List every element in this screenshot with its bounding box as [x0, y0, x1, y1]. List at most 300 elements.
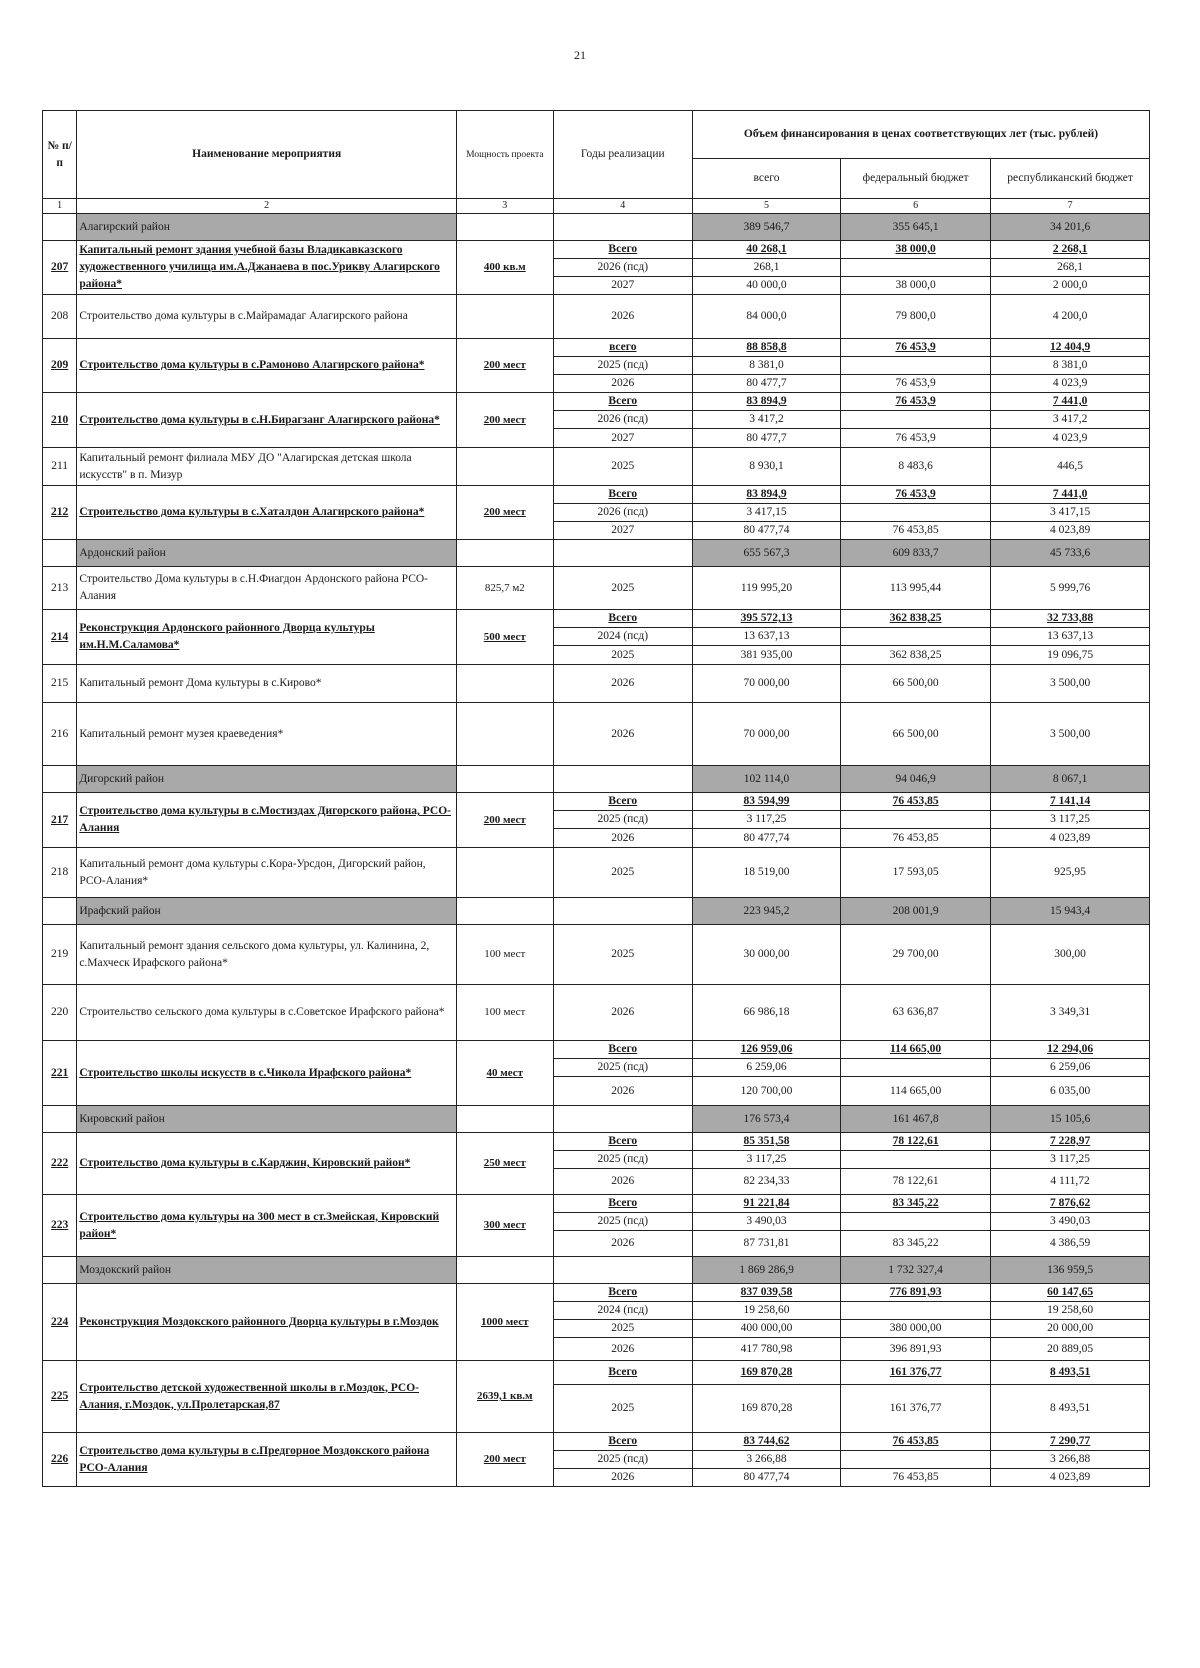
region-total: 176 573,4 — [693, 1106, 841, 1133]
item-capacity: 400 кв.м — [457, 241, 554, 295]
region-num-empty — [43, 766, 77, 793]
year-cell: 2025 — [553, 848, 692, 898]
region-total: 102 114,0 — [693, 766, 841, 793]
region-capacity-empty — [457, 540, 554, 567]
total-value: 3 490,03 — [693, 1213, 841, 1231]
header-federal: федеральный бюджет — [841, 159, 991, 199]
federal-value — [841, 504, 991, 522]
region-federal: 355 645,1 — [841, 214, 991, 241]
total-value: 40 000,0 — [693, 277, 841, 295]
region-year-empty — [553, 214, 692, 241]
republic-value: 4 111,72 — [991, 1169, 1150, 1195]
item-capacity: 825,7 м2 — [457, 567, 554, 610]
total-value: 381 935,00 — [693, 646, 841, 665]
table-body — [43, 214, 1150, 1487]
year-cell: Всего — [553, 1133, 692, 1151]
total-value: 88 858,8 — [693, 339, 841, 357]
year-cell: Всего — [553, 241, 692, 259]
region-year-empty — [553, 898, 692, 925]
item-name: Реконструкция Моздокского районного Дворца культуры в г.Моздок — [77, 1284, 457, 1361]
total-value: 19 258,60 — [693, 1302, 841, 1320]
republic-value: 60 147,65 — [991, 1284, 1150, 1302]
item-capacity: 100 мест — [457, 925, 554, 985]
region-total: 655 567,3 — [693, 540, 841, 567]
item-name: Строительство дома культуры в с.Н.Бирагзанг Алагирского района* — [77, 393, 457, 448]
total-value: 3 117,25 — [693, 1151, 841, 1169]
republic-value: 3 417,2 — [991, 411, 1150, 429]
item-number: 219 — [43, 925, 77, 985]
item-number: 217 — [43, 793, 77, 848]
republic-value: 7 441,0 — [991, 486, 1150, 504]
region-year-empty — [553, 1257, 692, 1284]
republic-value: 32 733,88 — [991, 610, 1150, 628]
header-num: № п/п — [43, 111, 77, 199]
funding-table — [42, 110, 1150, 1487]
republic-value: 7 141,14 — [991, 793, 1150, 811]
item-number: 226 — [43, 1433, 77, 1487]
item-number: 207 — [43, 241, 77, 295]
table-row — [43, 393, 1150, 411]
republic-value: 3 500,00 — [991, 703, 1150, 766]
total-value: 83 744,62 — [693, 1433, 841, 1451]
federal-value: 161 376,77 — [841, 1361, 991, 1385]
table-row — [43, 985, 1150, 1041]
region-row — [43, 540, 1150, 567]
region-row — [43, 898, 1150, 925]
item-capacity: 300 мест — [457, 1195, 554, 1257]
header-total: всего — [693, 159, 841, 199]
federal-value: 776 891,93 — [841, 1284, 991, 1302]
year-cell: Всего — [553, 1433, 692, 1451]
year-cell: 2026 — [553, 1231, 692, 1257]
region-row — [43, 1106, 1150, 1133]
republic-value: 7 876,62 — [991, 1195, 1150, 1213]
item-capacity: 1000 мест — [457, 1284, 554, 1361]
region-total: 1 869 286,9 — [693, 1257, 841, 1284]
year-cell: 2025 (псд) — [553, 1451, 692, 1469]
year-cell: Всего — [553, 1195, 692, 1213]
region-year-empty — [553, 766, 692, 793]
year-cell: 2026 (псд) — [553, 259, 692, 277]
region-name: Ирафский район — [77, 898, 457, 925]
republic-value: 7 290,77 — [991, 1433, 1150, 1451]
federal-value: 8 483,6 — [841, 448, 991, 486]
republic-value: 7 228,97 — [991, 1133, 1150, 1151]
region-republic: 45 733,6 — [991, 540, 1150, 567]
item-name: Капитальный ремонт Дома культуры в с.Кирово* — [77, 665, 457, 703]
column-number: 6 — [841, 199, 991, 214]
federal-value: 114 665,00 — [841, 1077, 991, 1106]
federal-value: 76 453,9 — [841, 429, 991, 448]
item-number: 224 — [43, 1284, 77, 1361]
table-row — [43, 1284, 1150, 1302]
federal-value — [841, 1151, 991, 1169]
year-cell: Всего — [553, 393, 692, 411]
item-name: Строительство дома культуры в с.Майрамадаг Алагирского района — [77, 295, 457, 339]
federal-value: 76 453,9 — [841, 375, 991, 393]
republic-value: 20 889,05 — [991, 1338, 1150, 1361]
region-year-empty — [553, 1106, 692, 1133]
federal-value: 76 453,85 — [841, 829, 991, 848]
total-value: 3 266,88 — [693, 1451, 841, 1469]
federal-value — [841, 259, 991, 277]
federal-value: 396 891,93 — [841, 1338, 991, 1361]
republic-value: 4 023,89 — [991, 829, 1150, 848]
region-republic: 136 959,5 — [991, 1257, 1150, 1284]
federal-value — [841, 811, 991, 829]
republic-value: 446,5 — [991, 448, 1150, 486]
table-row — [43, 241, 1150, 259]
total-value: 400 000,00 — [693, 1320, 841, 1338]
republic-value: 3 490,03 — [991, 1213, 1150, 1231]
federal-value: 114 665,00 — [841, 1041, 991, 1059]
total-value: 3 417,15 — [693, 504, 841, 522]
region-row — [43, 1257, 1150, 1284]
region-num-empty — [43, 540, 77, 567]
total-value: 80 477,7 — [693, 429, 841, 448]
republic-value: 5 999,76 — [991, 567, 1150, 610]
table-row — [43, 665, 1150, 703]
total-value: 169 870,28 — [693, 1361, 841, 1385]
column-number: 7 — [991, 199, 1150, 214]
year-cell: 2025 — [553, 1320, 692, 1338]
total-value: 85 351,58 — [693, 1133, 841, 1151]
year-cell: 2025 — [553, 646, 692, 665]
item-number: 215 — [43, 665, 77, 703]
republic-value: 268,1 — [991, 259, 1150, 277]
republic-value: 19 258,60 — [991, 1302, 1150, 1320]
year-cell: 2025 — [553, 448, 692, 486]
total-value: 119 995,20 — [693, 567, 841, 610]
header-republic: республиканский бюджет — [991, 159, 1150, 199]
item-capacity: 100 мест — [457, 985, 554, 1041]
region-capacity-empty — [457, 898, 554, 925]
year-cell: 2025 (псд) — [553, 811, 692, 829]
region-capacity-empty — [457, 1106, 554, 1133]
total-value: 18 519,00 — [693, 848, 841, 898]
year-cell: 2026 — [553, 665, 692, 703]
total-value: 30 000,00 — [693, 925, 841, 985]
federal-value: 76 453,85 — [841, 793, 991, 811]
year-cell: 2025 (псд) — [553, 357, 692, 375]
header-years: Годы реализации — [553, 111, 692, 199]
year-cell: 2026 — [553, 295, 692, 339]
region-name: Моздокский район — [77, 1257, 457, 1284]
federal-value — [841, 1059, 991, 1077]
federal-value: 78 122,61 — [841, 1169, 991, 1195]
table-row — [43, 295, 1150, 339]
federal-value: 78 122,61 — [841, 1133, 991, 1151]
total-value: 80 477,74 — [693, 522, 841, 540]
total-value: 417 780,98 — [693, 1338, 841, 1361]
column-number: 1 — [43, 199, 77, 214]
republic-value: 300,00 — [991, 925, 1150, 985]
item-capacity: 2639,1 кв.м — [457, 1361, 554, 1433]
year-cell: 2026 — [553, 375, 692, 393]
total-value: 3 417,2 — [693, 411, 841, 429]
federal-value — [841, 357, 991, 375]
header-capacity: Мощность проекта — [457, 111, 554, 199]
federal-value — [841, 1213, 991, 1231]
region-federal: 609 833,7 — [841, 540, 991, 567]
federal-value: 17 593,05 — [841, 848, 991, 898]
item-number: 210 — [43, 393, 77, 448]
region-total: 223 945,2 — [693, 898, 841, 925]
year-cell: 2026 — [553, 703, 692, 766]
region-capacity-empty — [457, 766, 554, 793]
republic-value: 20 000,00 — [991, 1320, 1150, 1338]
item-name: Капитальный ремонт музея краеведения* — [77, 703, 457, 766]
table-row — [43, 1133, 1150, 1151]
table-row — [43, 848, 1150, 898]
item-number: 220 — [43, 985, 77, 1041]
item-number: 221 — [43, 1041, 77, 1106]
item-number: 213 — [43, 567, 77, 610]
item-capacity: 200 мест — [457, 1433, 554, 1487]
total-value: 83 594,99 — [693, 793, 841, 811]
year-cell: 2026 (псд) — [553, 504, 692, 522]
region-row — [43, 214, 1150, 241]
item-number: 223 — [43, 1195, 77, 1257]
year-cell: 2025 (псд) — [553, 1151, 692, 1169]
item-number: 216 — [43, 703, 77, 766]
total-value: 6 259,06 — [693, 1059, 841, 1077]
item-capacity: 40 мест — [457, 1041, 554, 1106]
total-value: 82 234,33 — [693, 1169, 841, 1195]
total-value: 13 637,13 — [693, 628, 841, 646]
federal-value: 66 500,00 — [841, 703, 991, 766]
region-name: Кировский район — [77, 1106, 457, 1133]
column-number: 4 — [553, 199, 692, 214]
page-number: 21 — [574, 48, 586, 62]
year-cell: 2027 — [553, 429, 692, 448]
region-republic: 34 201,6 — [991, 214, 1150, 241]
region-republic: 15 943,4 — [991, 898, 1150, 925]
region-capacity-empty — [457, 1257, 554, 1284]
table-row — [43, 339, 1150, 357]
table-row — [43, 793, 1150, 811]
republic-value: 7 441,0 — [991, 393, 1150, 411]
item-name: Капитальный ремонт здания сельского дома культуры, ул. Калинина, 2, с.Махческ Ирафского района* — [77, 925, 457, 985]
region-capacity-empty — [457, 214, 554, 241]
item-name: Реконструкция Ардонского районного Дворца культуры им.Н.М.Саламова* — [77, 610, 457, 665]
year-cell: 2025 (псд) — [553, 1213, 692, 1231]
year-cell: 2026 — [553, 1169, 692, 1195]
year-cell: Всего — [553, 486, 692, 504]
item-capacity — [457, 448, 554, 486]
item-number: 209 — [43, 339, 77, 393]
total-value: 91 221,84 — [693, 1195, 841, 1213]
republic-value: 13 637,13 — [991, 628, 1150, 646]
item-capacity: 200 мест — [457, 339, 554, 393]
header-funding: Объем финансирования в ценах соответствующих лет (тыс. рублей) — [693, 111, 1150, 159]
table-row — [43, 1195, 1150, 1213]
item-name: Строительство школы искусств в с.Чикола Ирафского района* — [77, 1041, 457, 1106]
table-row — [43, 1041, 1150, 1059]
item-number: 222 — [43, 1133, 77, 1195]
total-value: 83 894,9 — [693, 486, 841, 504]
federal-value: 362 838,25 — [841, 646, 991, 665]
item-name: Капитальный ремонт дома культуры с.Кора-Урсдон, Дигорский район, РСО-Алания* — [77, 848, 457, 898]
republic-value: 925,95 — [991, 848, 1150, 898]
total-value: 83 894,9 — [693, 393, 841, 411]
total-value: 120 700,00 — [693, 1077, 841, 1106]
item-number: 218 — [43, 848, 77, 898]
table-row — [43, 703, 1150, 766]
republic-value: 3 417,15 — [991, 504, 1150, 522]
year-cell: Всего — [553, 793, 692, 811]
item-name: Строительство дома культуры в с.Мостиздах Дигорского района, РСО-Алания — [77, 793, 457, 848]
item-number: 225 — [43, 1361, 77, 1433]
year-cell: 2025 (псд) — [553, 1059, 692, 1077]
total-value: 84 000,0 — [693, 295, 841, 339]
region-year-empty — [553, 540, 692, 567]
federal-value: 76 453,85 — [841, 1433, 991, 1451]
federal-value: 161 376,77 — [841, 1385, 991, 1433]
year-cell: 2024 (псд) — [553, 1302, 692, 1320]
item-capacity — [457, 295, 554, 339]
federal-value: 83 345,22 — [841, 1231, 991, 1257]
federal-value: 76 453,9 — [841, 486, 991, 504]
region-republic: 8 067,1 — [991, 766, 1150, 793]
item-capacity: 200 мест — [457, 486, 554, 540]
federal-value — [841, 411, 991, 429]
item-name: Строительство детской художественной школы в г.Моздок, РСО-Алания, г.Моздок, ул.Пролетарская,87 — [77, 1361, 457, 1433]
item-capacity — [457, 703, 554, 766]
federal-value: 66 500,00 — [841, 665, 991, 703]
item-name: Строительство дома культуры на 300 мест в ст.Змейская, Кировский район* — [77, 1195, 457, 1257]
federal-value: 113 995,44 — [841, 567, 991, 610]
year-cell: 2026 — [553, 985, 692, 1041]
item-number: 212 — [43, 486, 77, 540]
total-value: 70 000,00 — [693, 703, 841, 766]
federal-value: 380 000,00 — [841, 1320, 991, 1338]
republic-value: 4 023,9 — [991, 429, 1150, 448]
table-row — [43, 486, 1150, 504]
item-name: Капитальный ремонт здания учебной базы Владикавказского художественного училища им.А.Джанаева в пос.Урикву Алагирского района* — [77, 241, 457, 295]
republic-value: 3 349,31 — [991, 985, 1150, 1041]
item-name: Строительство Дома культуры в с.Н.Фиагдон Ардонского района РСО-Алания — [77, 567, 457, 610]
year-cell: всего — [553, 339, 692, 357]
item-number: 211 — [43, 448, 77, 486]
table-row — [43, 610, 1150, 628]
year-cell: 2026 — [553, 829, 692, 848]
table-row — [43, 567, 1150, 610]
total-value: 395 572,13 — [693, 610, 841, 628]
federal-value: 76 453,9 — [841, 393, 991, 411]
republic-value: 4 023,9 — [991, 375, 1150, 393]
year-cell: Всего — [553, 1361, 692, 1385]
year-cell: Всего — [553, 1284, 692, 1302]
region-num-empty — [43, 214, 77, 241]
table-row — [43, 925, 1150, 985]
total-value: 126 959,06 — [693, 1041, 841, 1059]
year-cell: 2024 (псд) — [553, 628, 692, 646]
republic-value: 8 493,51 — [991, 1385, 1150, 1433]
item-name: Строительство дома культуры в с.Рамоново Алагирского района* — [77, 339, 457, 393]
republic-value: 3 117,25 — [991, 1151, 1150, 1169]
federal-value: 38 000,0 — [841, 241, 991, 259]
federal-value: 79 800,0 — [841, 295, 991, 339]
federal-value — [841, 628, 991, 646]
republic-value: 6 035,00 — [991, 1077, 1150, 1106]
item-capacity: 200 мест — [457, 393, 554, 448]
republic-value: 8 381,0 — [991, 357, 1150, 375]
item-number: 208 — [43, 295, 77, 339]
year-cell: 2026 — [553, 1338, 692, 1361]
republic-value: 3 500,00 — [991, 665, 1150, 703]
federal-value: 29 700,00 — [841, 925, 991, 985]
republic-value: 3 266,88 — [991, 1451, 1150, 1469]
republic-value: 2 000,0 — [991, 277, 1150, 295]
total-value: 837 039,58 — [693, 1284, 841, 1302]
item-number: 214 — [43, 610, 77, 665]
region-republic: 15 105,6 — [991, 1106, 1150, 1133]
year-cell: 2027 — [553, 522, 692, 540]
item-capacity: 500 мест — [457, 610, 554, 665]
total-value: 80 477,7 — [693, 375, 841, 393]
federal-value: 76 453,85 — [841, 1469, 991, 1487]
item-capacity — [457, 848, 554, 898]
federal-value: 38 000,0 — [841, 277, 991, 295]
federal-value: 76 453,9 — [841, 339, 991, 357]
total-value: 8 381,0 — [693, 357, 841, 375]
total-value: 87 731,81 — [693, 1231, 841, 1257]
region-num-empty — [43, 1257, 77, 1284]
year-cell: 2025 — [553, 567, 692, 610]
total-value: 40 268,1 — [693, 241, 841, 259]
region-federal: 94 046,9 — [841, 766, 991, 793]
republic-value: 3 117,25 — [991, 811, 1150, 829]
item-name: Строительство дома культуры в с.Предгорное Моздокского района РСО-Алания — [77, 1433, 457, 1487]
federal-value: 83 345,22 — [841, 1195, 991, 1213]
republic-value: 8 493,51 — [991, 1361, 1150, 1385]
republic-value: 6 259,06 — [991, 1059, 1150, 1077]
region-name: Алагирский район — [77, 214, 457, 241]
republic-value: 12 294,06 — [991, 1041, 1150, 1059]
total-value: 70 000,00 — [693, 665, 841, 703]
federal-value: 63 636,87 — [841, 985, 991, 1041]
region-federal: 208 001,9 — [841, 898, 991, 925]
item-name: Капитальный ремонт филиала МБУ ДО "Алагирская детская школа искусств" в п. Мизур — [77, 448, 457, 486]
year-cell: 2025 — [553, 1385, 692, 1433]
column-number: 3 — [457, 199, 554, 214]
item-capacity: 250 мест — [457, 1133, 554, 1195]
table-row — [43, 1361, 1150, 1385]
region-federal: 161 467,8 — [841, 1106, 991, 1133]
total-value: 268,1 — [693, 259, 841, 277]
federal-value: 76 453,85 — [841, 522, 991, 540]
republic-value: 4 200,0 — [991, 295, 1150, 339]
item-name: Строительство дома культуры в с.Хаталдон Алагирского района* — [77, 486, 457, 540]
item-name: Строительство дома культуры в с.Карджин, Кировский район* — [77, 1133, 457, 1195]
funding-table-container — [42, 110, 1150, 1487]
republic-value: 4 023,89 — [991, 1469, 1150, 1487]
republic-value: 4 386,59 — [991, 1231, 1150, 1257]
federal-value — [841, 1302, 991, 1320]
item-name: Строительство сельского дома культуры в с.Советское Ирафского района* — [77, 985, 457, 1041]
total-value: 80 477,74 — [693, 1469, 841, 1487]
federal-value — [841, 1451, 991, 1469]
total-value: 3 117,25 — [693, 811, 841, 829]
total-value: 80 477,74 — [693, 829, 841, 848]
region-name: Ардонский район — [77, 540, 457, 567]
total-value: 169 870,28 — [693, 1385, 841, 1433]
year-cell: 2025 — [553, 925, 692, 985]
region-name: Дигорский район — [77, 766, 457, 793]
republic-value: 12 404,9 — [991, 339, 1150, 357]
year-cell: Всего — [553, 610, 692, 628]
